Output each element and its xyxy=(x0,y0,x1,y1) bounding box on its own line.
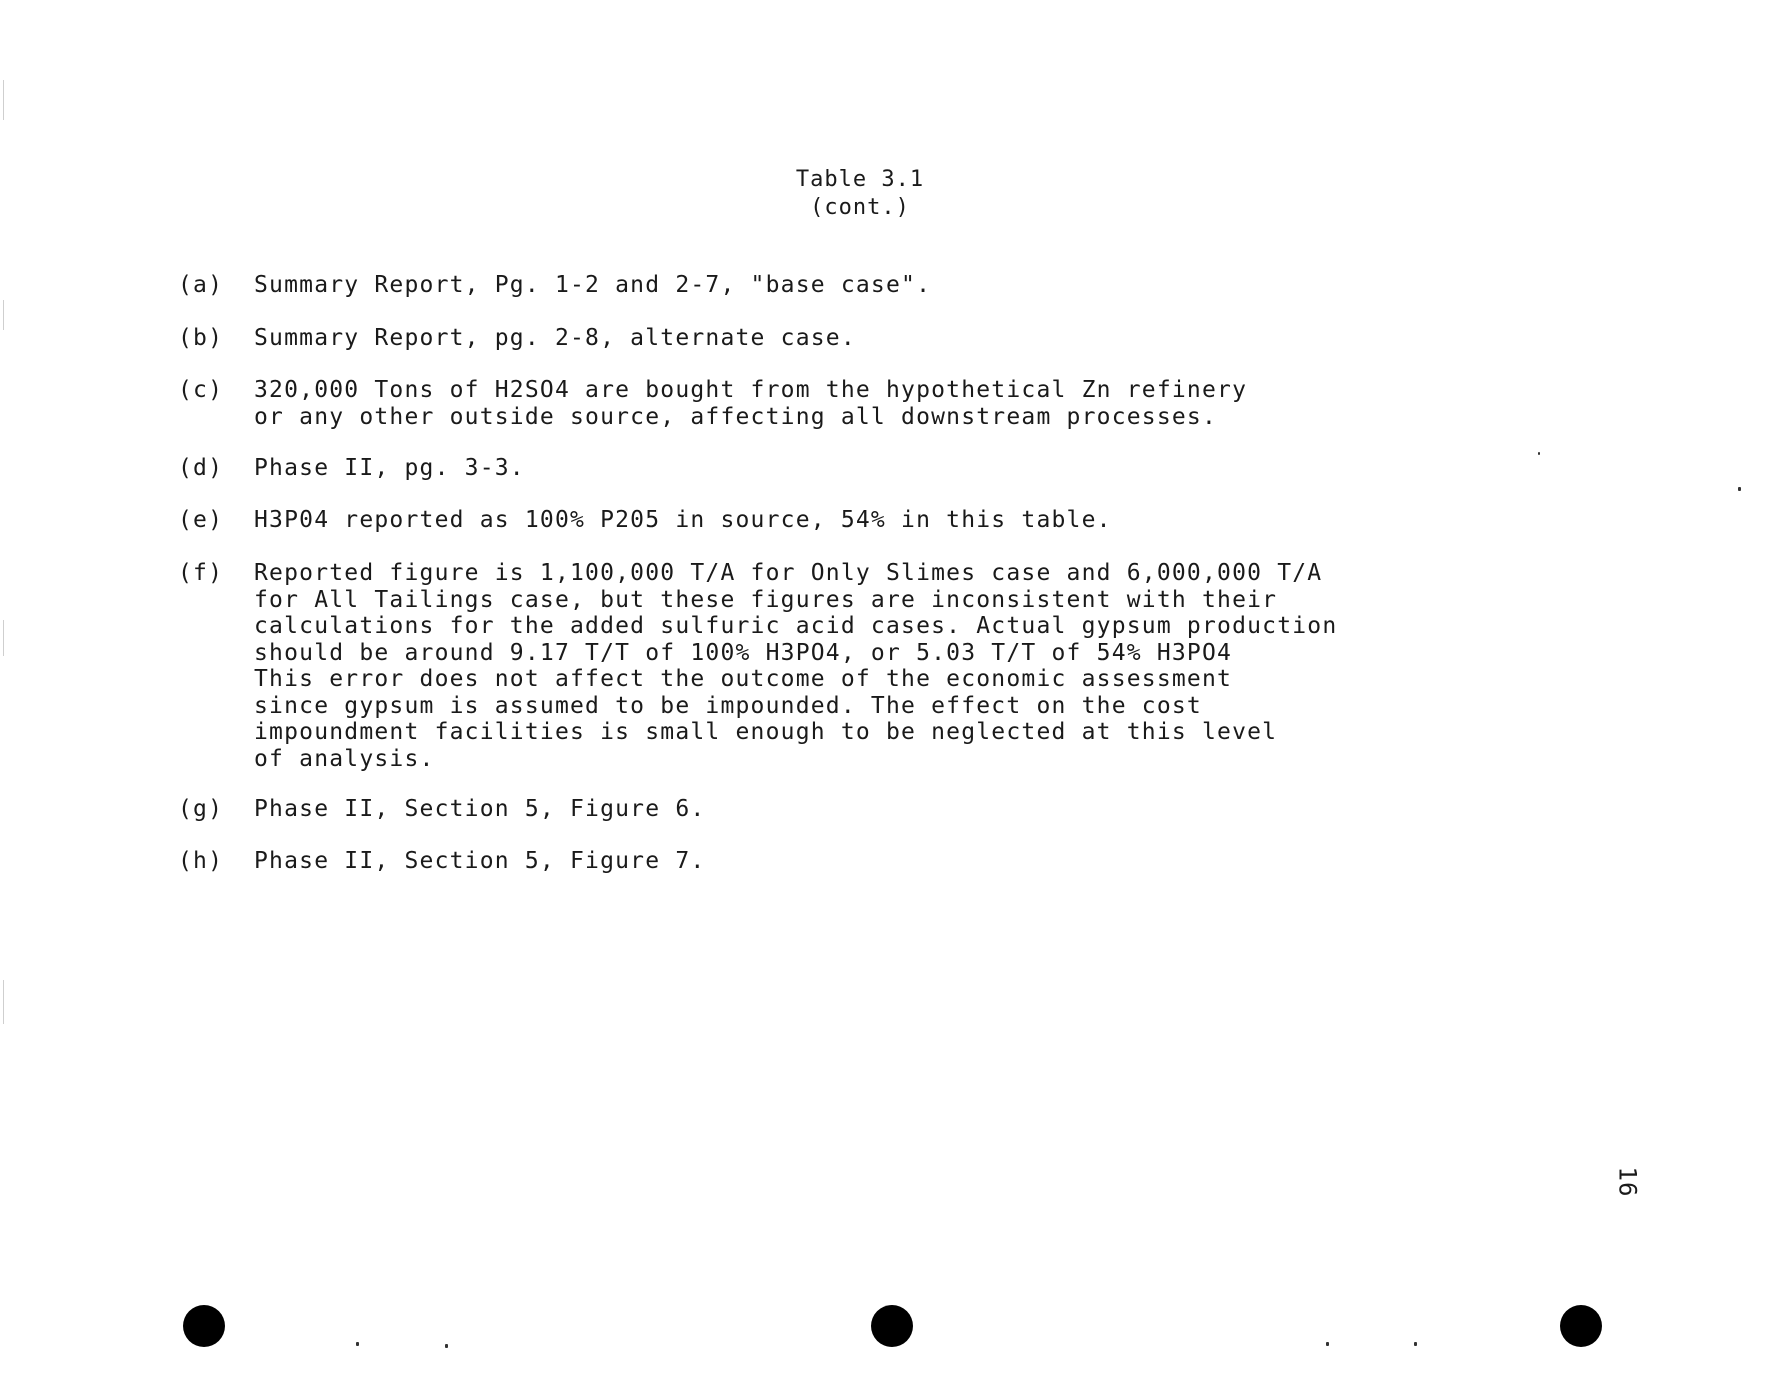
scan-speck xyxy=(1414,1342,1417,1346)
footnote-line: H3P04 reported as 100% P205 in source, 54% in this table. xyxy=(254,507,1112,533)
footnote-b xyxy=(178,325,856,352)
footnote-line: Phase II, Section 5, Figure 6. xyxy=(254,796,706,822)
table-subtitle-line: (cont.) xyxy=(810,195,910,220)
scan-edge-mark xyxy=(3,620,4,656)
footnote-line: Summary Report, pg. 2-8, alternate case. xyxy=(254,325,856,351)
footnote-line: This error does not affect the outcome of the economic assessment xyxy=(254,666,1233,692)
footnote-line: Phase II, Section 5, Figure 7. xyxy=(254,848,706,874)
footnote-body xyxy=(254,455,525,482)
footnote-line: of analysis. xyxy=(254,745,435,772)
punch-hole xyxy=(1560,1305,1602,1347)
scan-speck xyxy=(1738,487,1741,491)
scan-speck xyxy=(445,1344,448,1348)
punch-hole xyxy=(871,1305,913,1347)
footnote-body xyxy=(254,848,705,875)
footnote-key: (e) xyxy=(178,507,224,533)
footnote-body xyxy=(254,272,931,299)
footnote-line: Reported figure is 1,100,000 T/A for Only Slimes case and 6,000,000 T/A xyxy=(254,560,1323,586)
footnote-line: Phase II, pg. 3-3. xyxy=(254,455,525,481)
footnote-line: 320,000 Tons of H2SO4 are bought from the hypothetical Zn refinery xyxy=(254,377,1248,403)
footnote-d xyxy=(178,455,525,482)
footnote-g xyxy=(178,796,705,823)
footnote-body xyxy=(254,507,1112,534)
footnote-body xyxy=(254,325,856,352)
footnote-f xyxy=(178,560,1337,772)
footnote-a xyxy=(178,272,931,299)
punch-hole xyxy=(183,1305,225,1347)
footnote-line: since gypsum is assumed to be impounded. The effect on the cost xyxy=(254,692,1202,719)
table-title xyxy=(780,166,940,222)
footnote-key: (g) xyxy=(178,796,224,822)
footnote-line: impoundment facilities is small enough to be neglected at this level xyxy=(254,719,1278,745)
footnote-body xyxy=(254,560,1337,772)
footnote-body xyxy=(254,377,1247,430)
scan-speck xyxy=(1538,452,1540,455)
scan-speck xyxy=(1326,1342,1329,1346)
footnote-c xyxy=(178,377,1247,430)
footnote-body xyxy=(254,796,705,823)
scan-edge-mark xyxy=(3,980,4,1024)
footnote-key: (d) xyxy=(178,455,224,481)
footnote-key: (b) xyxy=(178,325,224,351)
scan-edge-mark xyxy=(3,80,4,120)
table-title-line: Table 3.1 xyxy=(795,167,925,192)
footnote-key: (h) xyxy=(178,848,224,874)
footnote-h xyxy=(178,848,705,875)
footnote-e xyxy=(178,507,1112,534)
footnote-line: should be around 9.17 T/T of 100% H3PO4, or 5.03 T/T of 54% H3PO4 xyxy=(254,639,1233,666)
scan-edge-mark xyxy=(3,300,4,330)
footnote-key: (f) xyxy=(178,560,224,586)
footnote-key: (c) xyxy=(178,377,224,403)
footnote-line: calculations for the added sulfuric acid cases. Actual gypsum production xyxy=(254,613,1338,639)
scan-speck xyxy=(356,1342,359,1346)
footnote-key: (a) xyxy=(178,272,224,298)
footnote-line: Summary Report, Pg. 1-2 and 2-7, "base case". xyxy=(254,272,932,298)
page-number: 16 xyxy=(1613,1166,1642,1198)
footnote-line: for All Tailings case, but these figures are inconsistent with their xyxy=(254,586,1278,613)
footnote-line: or any other outside source, affecting all downstream processes. xyxy=(254,403,1218,430)
